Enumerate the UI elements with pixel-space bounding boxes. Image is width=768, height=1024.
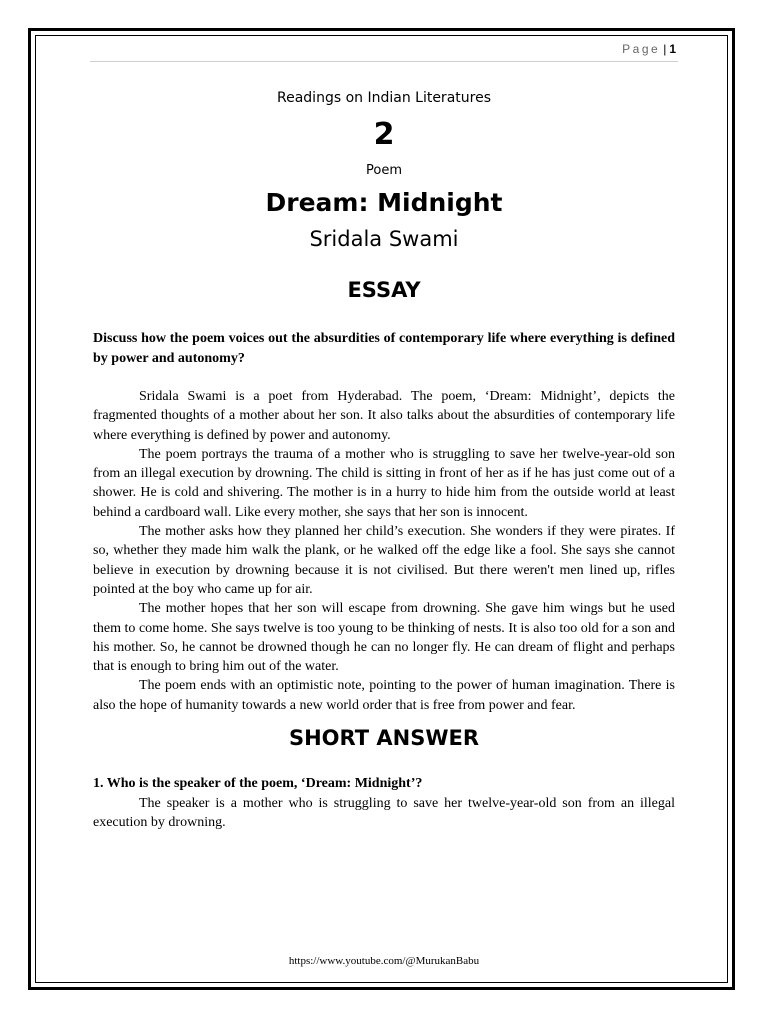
essay-paragraph: The poem ends with an optimistic note, pointing to the power of human imagination. There is also the hope of humanity towards a new world order that is free from power and fear.: [93, 678, 675, 713]
document-body: [93, 88, 675, 833]
essay-paragraph: Sridala Swami is a poet from Hyderabad. The poem, ‘Dream: Midnight’, depicts the fragmented thoughts of a mother about her son. It also talks about the absurdities of contemporary life where everything is defined by power and autonomy.: [93, 389, 675, 443]
page-header: [622, 42, 676, 56]
unit-number: 2: [373, 117, 395, 152]
header-rule: [90, 61, 678, 62]
author-name: Sridala Swami: [309, 227, 459, 251]
footer-url: https://www.youtube.com/@MurukanBabu: [288, 955, 480, 967]
essay-question: Discuss how the poem voices out the absurdities of contemporary life where everything is defined by power and autonomy?: [93, 331, 675, 366]
short-answer-heading: SHORT ANSWER: [288, 726, 480, 751]
short-answer-answer: The speaker is a mother who is struggling to save her twelve-year-old son from an illegal execution by drowning.: [93, 796, 675, 831]
short-answer-question: 1. Who is the speaker of the poem, ‘Dream: Midnight’?: [93, 776, 423, 792]
page-separator: |: [663, 42, 667, 56]
essay-paragraph: The poem portrays the trauma of a mother who is struggling to save her twelve-year-old son from an illegal execution by drowning. The child is sitting in front of her as if he has just come out of a shower. He is cold and shivering. The mother is in a hurry to hide him from the outside world at least behind a cardboard wall. Like every mother, she says that her son is innocent.: [93, 446, 675, 520]
poem-title: Dream: Midnight: [265, 188, 503, 217]
essay-paragraph: The mother hopes that her son will escape from drowning. She gave him wings but he used them to come home. She says twelve is too young to be thinking of nests. It is also too old for a son and his mother. So, he cannot be drowned though he can no longer fly. He can dream of flight and perhaps that is enough to bring him out of the water.: [93, 601, 675, 675]
genre-label: Poem: [366, 163, 402, 178]
essay-heading: ESSAY: [347, 278, 421, 302]
series-title: Readings on Indian Literatures: [277, 90, 491, 106]
essay-paragraph: The mother asks how they planned her child’s execution. She wonders if they were pirates. If so, whether they made him walk the plank, or he walked off the edge like a fool. She says she cannot believe in execution by drowning because it is not civilised. But there weren't men lined up, rifles pointed at the boy who came up for air.: [93, 524, 675, 597]
page-number: 1: [669, 42, 676, 56]
page-label: Page: [622, 42, 661, 56]
